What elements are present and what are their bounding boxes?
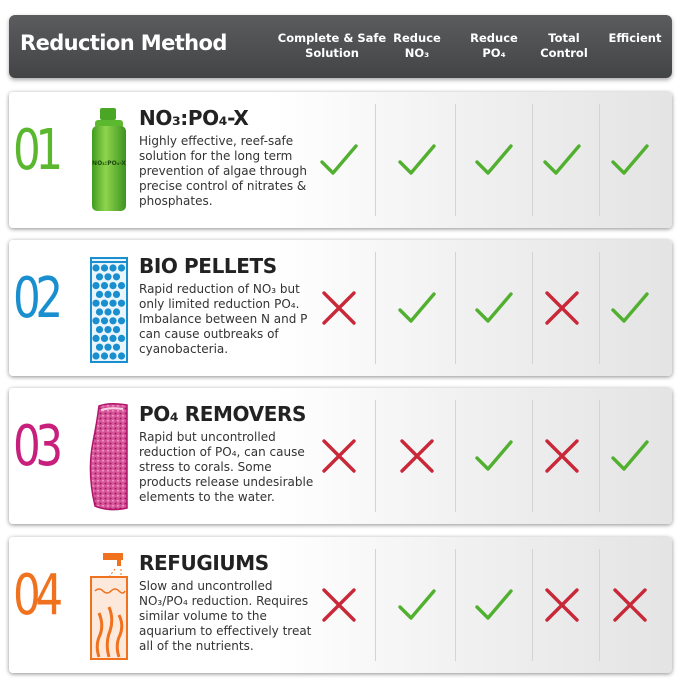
row-number: 02	[13, 266, 58, 331]
column-header-efficient: Efficient	[608, 31, 662, 45]
check-icon	[474, 140, 514, 180]
method-description: Highly effective, reef-safe solution for the long term prevention of algae through precise control of nitrates & phosphates.	[139, 134, 307, 208]
cross-icon	[610, 585, 650, 625]
column-divider	[532, 104, 533, 216]
check-icon	[397, 140, 437, 180]
row-number: 01	[13, 118, 58, 183]
column-divider	[532, 252, 533, 364]
method-description: Rapid but uncontrolled reduction of PO₄, can cause stress to corals. Some products release undesirable elements to the water.	[139, 430, 314, 504]
column-divider	[455, 252, 456, 364]
method-card-bio-pellets	[9, 240, 672, 376]
column-divider	[599, 104, 600, 216]
column-divider	[599, 252, 600, 364]
column-divider	[532, 549, 533, 661]
row-number: 03	[13, 414, 58, 479]
method-name: REFUGIUMS	[139, 551, 269, 575]
green-bottle-icon	[89, 106, 129, 216]
method-card-po4-removers	[9, 388, 672, 524]
column-header-reduce-no3: Reduce NO₃	[393, 31, 441, 60]
column-divider	[375, 104, 376, 216]
check-icon	[610, 288, 650, 328]
method-name: BIO PELLETS	[139, 254, 277, 278]
column-divider	[532, 400, 533, 512]
column-divider	[375, 549, 376, 661]
check-icon	[474, 288, 514, 328]
cross-icon	[542, 288, 582, 328]
check-icon	[474, 436, 514, 476]
cross-icon	[319, 288, 359, 328]
column-header-total-control: Total Control	[540, 31, 588, 60]
check-icon	[319, 140, 359, 180]
column-divider	[599, 400, 600, 512]
method-description: Rapid reduction of NO₃ but only limited reduction PO₄. Imbalance between N and P can cause outbreaks of cyanobacteria.	[139, 282, 308, 356]
cross-icon	[319, 585, 359, 625]
column-divider	[455, 400, 456, 512]
method-name: PO₄ REMOVERS	[139, 402, 306, 426]
column-divider	[455, 104, 456, 216]
column-header-reduce-po4: Reduce PO₄	[470, 31, 518, 60]
column-divider	[455, 549, 456, 661]
cross-icon	[319, 436, 359, 476]
column-header-complete-safe: Complete & Safe Solution	[277, 31, 387, 60]
method-card-no3po4x	[9, 92, 672, 228]
cross-icon	[542, 585, 582, 625]
cross-icon	[542, 436, 582, 476]
column-divider	[599, 549, 600, 661]
column-divider	[375, 252, 376, 364]
header-title: Reduction Method	[20, 31, 227, 55]
check-icon	[397, 585, 437, 625]
check-icon	[610, 140, 650, 180]
check-icon	[610, 436, 650, 476]
table-header	[9, 15, 672, 78]
media-bag-icon	[89, 402, 129, 512]
check-icon	[474, 585, 514, 625]
check-icon	[397, 288, 437, 328]
row-number: 04	[13, 563, 58, 628]
method-name: NO₃:PO₄-X	[139, 106, 249, 130]
cross-icon	[397, 436, 437, 476]
column-divider	[375, 400, 376, 512]
check-icon	[542, 140, 582, 180]
refugium-icon	[89, 551, 129, 661]
method-card-refugiums	[9, 537, 672, 673]
bio-pellets-icon	[89, 254, 129, 364]
method-description: Slow and uncontrolled NO₃/PO₄ reduction. Requires similar volume to the aquarium to effectively treat all of the nutrients.	[139, 579, 312, 653]
bottle-label: NO₃:PO₄-X	[92, 160, 126, 167]
